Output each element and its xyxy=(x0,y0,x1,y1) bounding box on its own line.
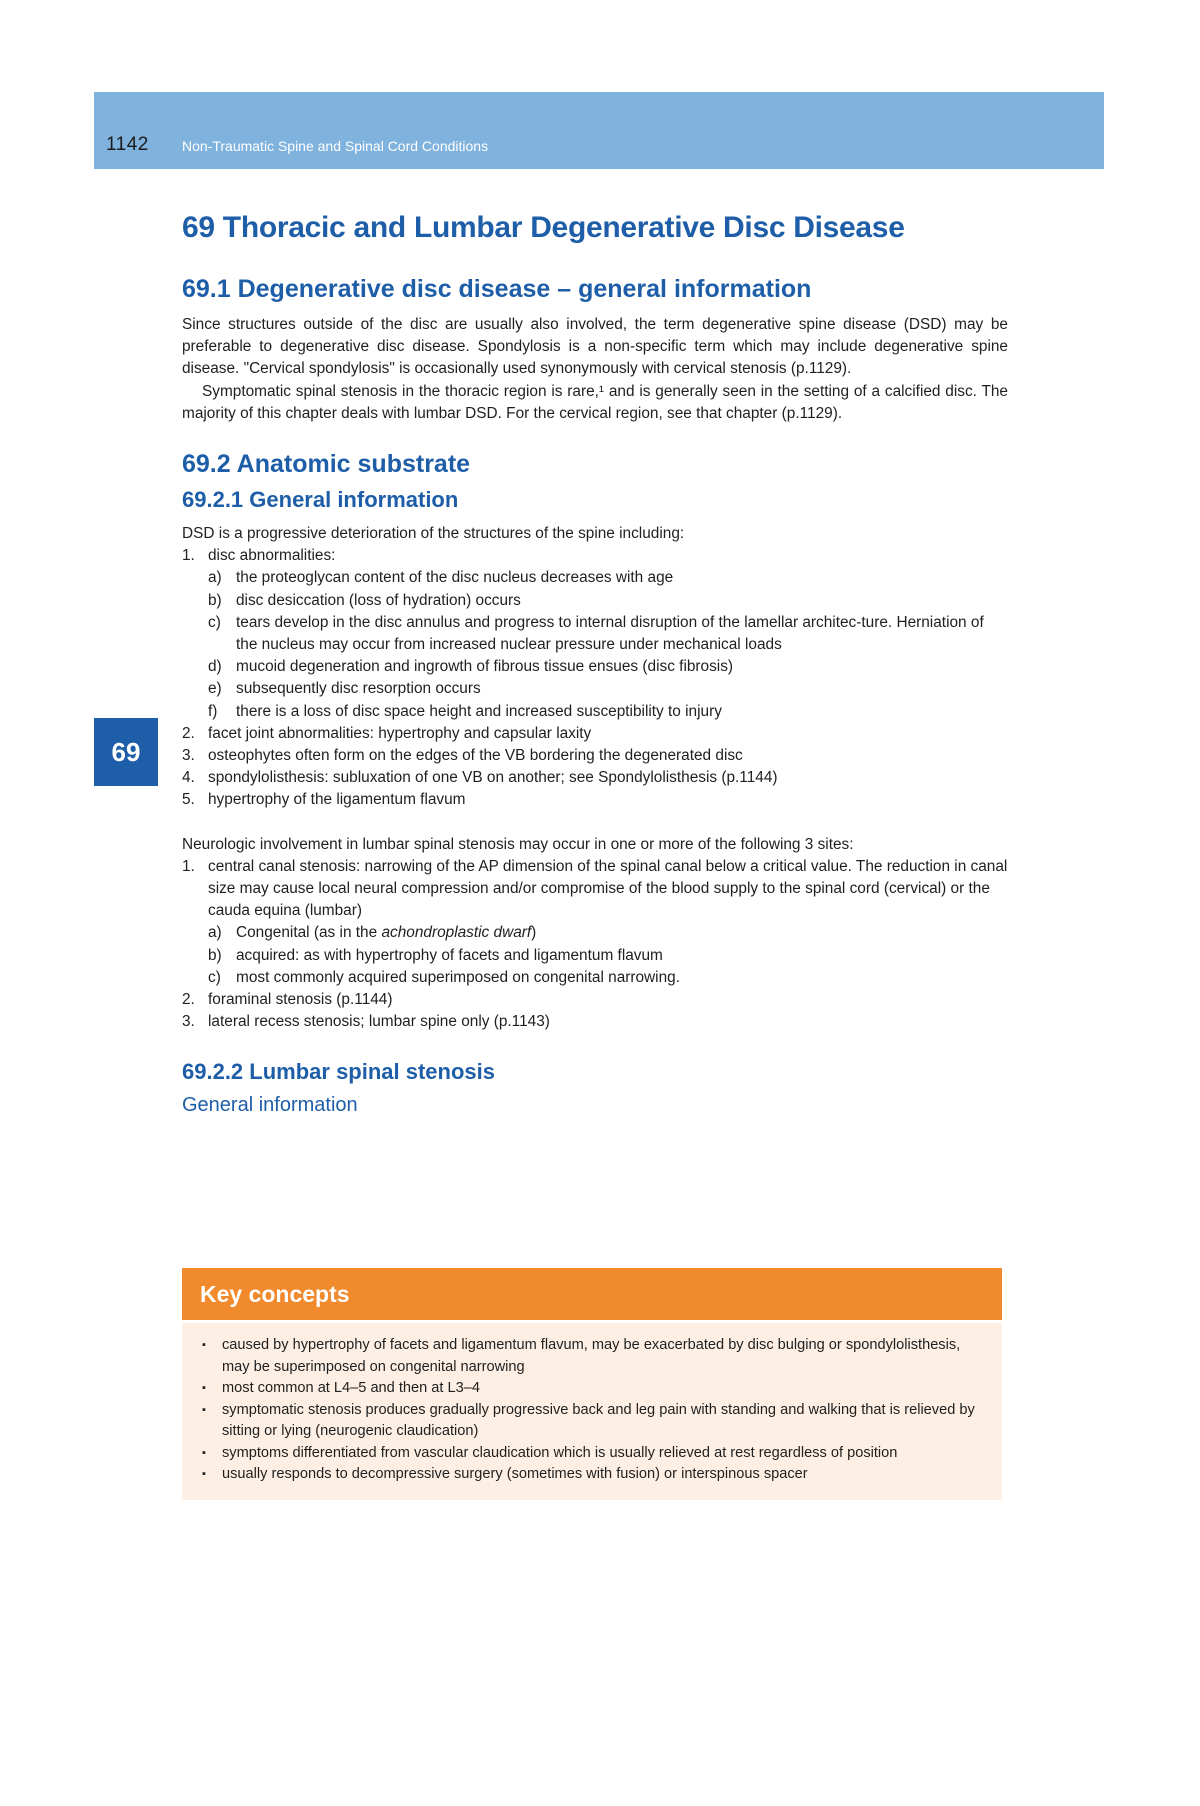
list-item-text: disc abnormalities: xyxy=(208,547,336,565)
sub-list-item: acquired: as with hypertrophy of facets and ligamentum flavum xyxy=(236,946,663,964)
key-concepts-title: Key concepts xyxy=(182,1268,1002,1320)
page-content xyxy=(182,208,1008,1119)
paragraph: Since structures outside of the disc are usually also involved, the term degenerative spine disease (DSD) may be preferable to degenerative disc disease. Spondylosis is a non-specific term which may include degenerative spine disease. "Cervical spondylosis" is occasionally used synonymously with cervical stenosis (p.1129). xyxy=(182,316,1008,378)
list-marker: 2. xyxy=(182,724,195,742)
list-item xyxy=(182,723,1008,745)
section-heading-69-1: 69.1 Degenerative disc disease – general information xyxy=(182,275,812,303)
list-marker: 3. xyxy=(182,1013,195,1031)
bullet-icon: ▪ xyxy=(202,1468,206,1480)
sub-list-item: the proteoglycan content of the disc nucleus decreases with age xyxy=(236,569,674,587)
dsd-list xyxy=(182,545,1008,811)
list-item xyxy=(182,745,1008,767)
list-item-text: facet joint abnormalities: hypertrophy and capsular laxity xyxy=(208,724,592,742)
list-marker: 3. xyxy=(182,747,195,765)
key-concept-item xyxy=(202,1378,978,1400)
bullet-icon: ▪ xyxy=(202,1382,206,1394)
list-intro: Neurologic involvement in lumbar spinal stenosis may occur in one or more of the following 3 sites: xyxy=(182,835,854,853)
key-concept-item xyxy=(202,1335,978,1378)
list-item xyxy=(182,1011,1008,1033)
key-concepts-list xyxy=(182,1323,1002,1500)
sub-list-item: subsequently disc resorption occurs xyxy=(236,680,481,698)
key-concept-text: symptomatic stenosis produces gradually progressive back and leg pain with standing and walking that is relieved by sitting or lying (neurogenic claudication) xyxy=(222,1401,975,1439)
list-item-text: spondylolisthesis: subluxation of one VB on another; see Spondylolisthesis (p.1144) xyxy=(208,769,778,787)
bullet-icon: ▪ xyxy=(202,1403,206,1416)
emphasis-text: achondroplastic dwarf xyxy=(381,924,532,942)
stenosis-sites-list xyxy=(182,856,1008,1034)
chapter-title: 69 Thoracic and Lumbar Degenerative Disc Disease xyxy=(182,211,905,244)
sub-list-item xyxy=(236,922,1008,944)
list-intro: DSD is a progressive deterioration of the structures of the spine including: xyxy=(182,525,685,543)
subheading-general-information: General information xyxy=(182,1094,358,1117)
list-item-text: lateral recess stenosis; lumbar spine only (p.1143) xyxy=(208,1013,550,1031)
sub-list-item: there is a loss of disc space height and increased susceptibility to injury xyxy=(236,702,722,720)
list-marker: a) xyxy=(208,924,222,942)
sub-list-item: most commonly acquired superimposed on congenital narrowing. xyxy=(236,968,680,986)
list-marker: d) xyxy=(208,658,222,676)
list-item xyxy=(182,789,1008,811)
key-concept-item xyxy=(202,1443,978,1465)
list-marker: b) xyxy=(208,946,222,964)
subsection-heading-69-2-1: 69.2.1 General information xyxy=(182,487,459,513)
list-marker: f) xyxy=(208,702,218,720)
list-marker: 5. xyxy=(182,791,195,809)
sub-list-item: disc desiccation (loss of hydration) occurs xyxy=(236,591,521,609)
list-item xyxy=(182,856,1008,989)
list-marker: c) xyxy=(208,968,221,986)
key-concept-text: most common at L4–5 and then at L3–4 xyxy=(222,1380,480,1396)
list-marker: 1. xyxy=(182,857,195,875)
chapter-tab: 69 xyxy=(94,718,158,786)
list-marker: a) xyxy=(208,569,222,587)
list-item-text: hypertrophy of the ligamentum flavum xyxy=(208,791,466,809)
key-concept-text: caused by hypertrophy of facets and ligamentum flavum, may be exacerbated by disc bulging or spondylolisthesis, may be superimposed on congenital narrowing xyxy=(222,1337,961,1375)
page-number: 1142 xyxy=(106,134,149,155)
section-heading-69-2: 69.2 Anatomic substrate xyxy=(182,450,471,479)
list-marker: c) xyxy=(208,613,221,631)
list-item xyxy=(182,767,1008,789)
paragraph: Symptomatic spinal stenosis in the thoracic region is rare,¹ and is generally seen in the setting of a calcified disc. The majority of this chapter deals with lumbar DSD. For the cervical region, see that chapter (p.1129). xyxy=(182,382,1008,422)
key-concept-item xyxy=(202,1400,978,1443)
list-item xyxy=(182,989,1008,1011)
bullet-icon: ▪ xyxy=(202,1339,206,1351)
list-item-text: foraminal stenosis (p.1144) xyxy=(208,991,393,1009)
list-marker: 2. xyxy=(182,991,195,1009)
key-concept-item xyxy=(202,1464,978,1486)
sub-list-text: Congenital (as in the xyxy=(236,924,382,942)
running-header-band xyxy=(94,92,1104,169)
list-item-text: osteophytes often form on the edges of the VB bordering the degenerated disc xyxy=(208,747,743,765)
sub-list-item: tears develop in the disc annulus and progress to internal disruption of the lamellar architec-ture. Herniation of the nucleus may occur from increased nuclear pressure under mechanical loads xyxy=(236,613,984,654)
running-title: Non-Traumatic Spine and Spinal Cord Conditions xyxy=(182,138,489,154)
list-marker: b) xyxy=(208,591,222,609)
key-concept-text: usually responds to decompressive surgery (sometimes with fusion) or interspinous spacer xyxy=(222,1466,808,1482)
list-item-text: central canal stenosis: narrowing of the AP dimension of the spinal canal below a critical value. The reduction in canal size may cause local neural compression and/or compromise of the blood supply to the spinal cord (cervical) or the cauda equina (lumbar) xyxy=(208,857,1008,920)
list-marker: e) xyxy=(208,680,222,698)
key-concepts-box xyxy=(182,1268,1002,1500)
key-concept-text: symptoms differentiated from vascular claudication which is usually relieved at rest regardless of position xyxy=(222,1444,898,1461)
sub-list-text: ) xyxy=(531,924,537,942)
sub-list-item: mucoid degeneration and ingrowth of fibrous tissue ensues (disc fibrosis) xyxy=(236,658,734,676)
list-marker: 1. xyxy=(182,547,195,565)
bullet-icon: ▪ xyxy=(202,1446,206,1459)
list-item xyxy=(182,545,1008,723)
list-marker: 4. xyxy=(182,769,195,787)
subsection-heading-69-2-2: 69.2.2 Lumbar spinal stenosis xyxy=(182,1059,496,1085)
